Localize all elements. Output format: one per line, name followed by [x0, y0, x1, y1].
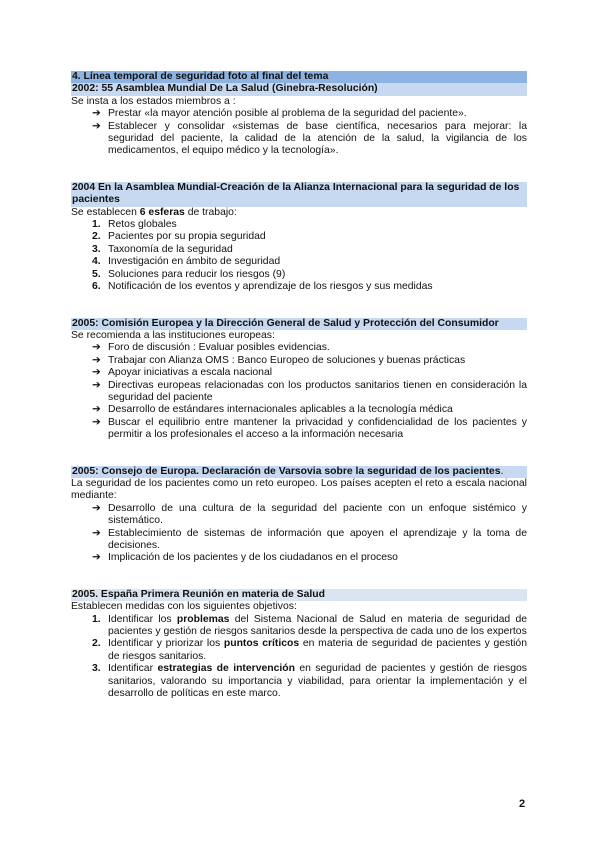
arrow-icon: ➔ [92, 342, 101, 354]
arrow-icon: ➔ [92, 367, 101, 379]
arrow-icon: ➔ [92, 416, 101, 428]
list-item: ➔ Prestar «la mayor atención posible al problema de la seguridad del paciente». [92, 108, 467, 120]
list-2005-comision [71, 342, 527, 441]
list-item: ➔ Directivas europeas relacionadas con los productos sanitarios tienen en consideración la seguridad del paciente [92, 379, 527, 403]
list-2004 [71, 219, 527, 293]
heading-2005-comision: 2005: Comisión Europea y la Dirección General de Salud y Protección del Consumidor [71, 318, 527, 330]
list-item: ➔ Foro de discusión : Evaluar posibles evidencias. [92, 342, 330, 354]
list-item: 1. Retos globales [92, 219, 177, 231]
list-item: ➔ Desarrollo de estándares internacionales aplicables a la tecnología médica [92, 404, 453, 416]
list-item: ➔ Desarrollo de una cultura de la seguridad del paciente con un enfoque sistémico y sistemático. [92, 502, 527, 527]
list-item: ➔ Trabajar con Alianza OMS : Banco Europeo de soluciones y buenas prácticas [92, 354, 466, 366]
list-2005-espana [71, 614, 527, 701]
list-item: 3. Taxonomía de la seguridad [92, 243, 233, 255]
arrow-icon: ➔ [92, 354, 101, 366]
list-item: 2. Pacientes por su propia seguridad [92, 231, 266, 243]
arrow-icon: ➔ [92, 379, 101, 391]
list-item: ➔ Implicación de los pacientes y de los ciudadanos en el proceso [92, 552, 398, 564]
list-item: 6. Notificación de los eventos y aprendizaje de los riesgos y sus medidas [92, 281, 433, 293]
document-page [71, 71, 527, 700]
list-item: 3. Identificar estrategias de intervención en seguridad de pacientes y gestión de riesgos sanitarios, valorando su importancia y viabilidad, para orientar la implementación y el desarrollo de políticas en este marco. [92, 663, 527, 700]
intro-2005-comision: Se recomienda a las instituciones europeas: [71, 329, 275, 341]
list-item: 5. Soluciones para reducir los riesgos (9) [92, 268, 286, 280]
list-item: 1. Identificar los problemas del Sistema Nacional de Salud en materia de seguridad de pacientes y gestión de riesgos sanitarios desde la perspectiva de cada uno de los expertos [92, 613, 528, 638]
list-item: ➔ Establecer y consolidar «sistemas de base científica, necesarios para mejorar: la seguridad del paciente, la calidad de la atención de la salud, la vigilancia de los medicamentos, el equipo médico y la tecnología». [92, 120, 527, 157]
arrow-icon: ➔ [92, 552, 101, 564]
list-2002 [71, 108, 527, 158]
intro-2002: Se insta a los estados miembros a : [71, 95, 236, 107]
heading-2005-varsovia: 2005: Consejo de Europa. Declaración de Varsovia sobre la seguridad de los pacientes. [71, 466, 527, 478]
list-item: ➔ Buscar el equilibrio entre mantener la privacidad y confidencialidad de los pacientes y permitir a los profesionales el acceso a la información necesaria [92, 416, 527, 441]
list-2005-varsovia [71, 503, 527, 565]
arrow-icon: ➔ [92, 527, 101, 539]
intro-2005-espana: Establecen medidas con los siguientes objetivos: [71, 601, 297, 613]
page-number: 2 [519, 798, 526, 810]
list-item: 2. Identificar y priorizar los puntos críticos en materia de seguridad de pacientes y gestión de riesgos sanitarios. [92, 638, 527, 662]
heading-2004: 2004 En la Asamblea Mundial-Creación de la Alianza Internacional para la seguridad de los pacientes [71, 182, 527, 207]
arrow-icon: ➔ [92, 108, 101, 120]
intro-2004: Se establecen 6 esferas de trabajo: [71, 206, 237, 218]
list-item: 4. Investigación en ámbito de seguridad [92, 256, 281, 268]
arrow-icon: ➔ [92, 502, 101, 514]
list-item: ➔ Establecimiento de sistemas de información que apoyen el aprendizaje y la toma de decisiones. [92, 527, 527, 551]
arrow-icon: ➔ [92, 404, 101, 416]
section-heading-timeline: 4. Línea temporal de seguridad foto al final del tema [71, 71, 527, 83]
heading-2005-espana: 2005. España Primera Reunión en materia de Salud [71, 589, 527, 601]
heading-2002: 2002: 55 Asamblea Mundial De La Salud (Ginebra-Resolución) [71, 83, 527, 95]
list-item: ➔ Apoyar iniciativas a escala nacional [92, 367, 273, 379]
intro-2005-varsovia: La seguridad de los pacientes como un reto europeo. Los países acepten el reto a escala nacional mediante: [71, 477, 527, 502]
arrow-icon: ➔ [92, 120, 101, 132]
